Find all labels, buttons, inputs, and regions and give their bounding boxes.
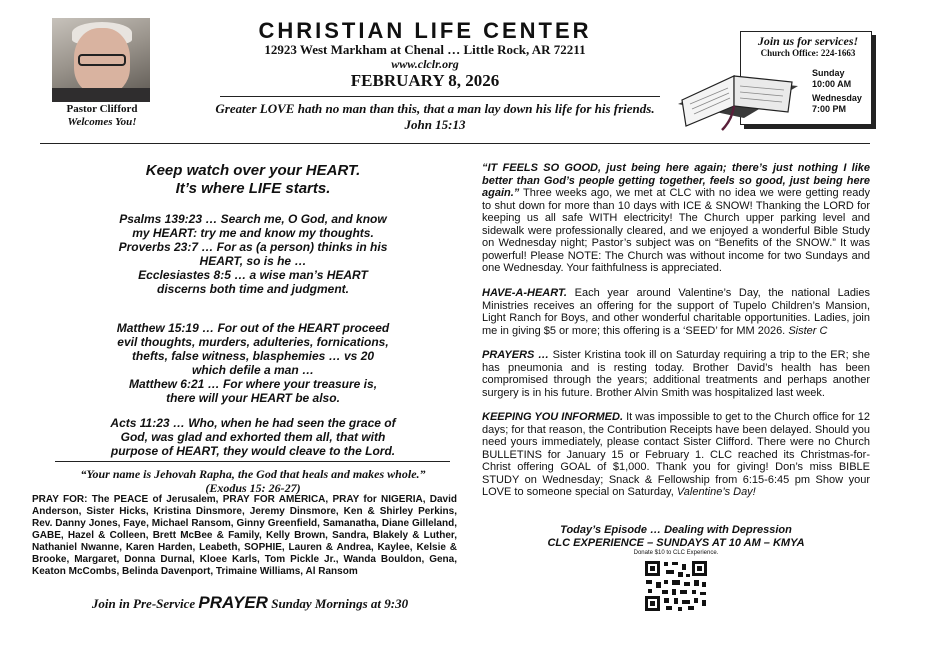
- church-title: CHRISTIAN LIFE CENTER: [258, 18, 592, 43]
- jehovah-rapha-quote: “Your name is Jehovah Rapha, the God that heals and makes whole.”: [80, 467, 426, 481]
- pastor-welcome: Welcomes You!: [67, 116, 137, 128]
- main-divider: [40, 143, 870, 144]
- todays-episode: Today’s Episode … Dealing with Depression: [560, 524, 792, 536]
- announcement-lead: PRAYERS …: [482, 349, 549, 361]
- scripture-line: which defile a man …: [191, 363, 315, 377]
- scripture-line: Proverbs 23:7 … For as (a person) thinks in his: [118, 240, 388, 254]
- announcement-lead: “IT FEELS SO GOOD, just being here again; there’s just nothing I like better than God’s people getting together, feels so good, just being here again.”: [482, 162, 870, 199]
- scripture-line: God, was glad and exhorted them all, that with: [120, 430, 386, 444]
- preservice-text-b: Sunday Mornings at 9:30: [271, 596, 409, 611]
- scripture-line: evil thoughts, murders, adulteries, fornications,: [117, 335, 389, 349]
- announcement-feels-good: [482, 162, 870, 275]
- header-verse: Greater LOVE hath no man than this, that a man lay down his life for his friends.: [215, 101, 655, 116]
- scripture-line: Ecclesiastes 8:5 … a wise man’s HEART: [138, 268, 368, 282]
- church-website: www.clclr.org: [391, 57, 459, 71]
- preservice-prayer-word: PRAYER: [198, 593, 268, 612]
- header-verse-ref: John 15:13: [404, 117, 466, 132]
- left-divider: [55, 461, 450, 462]
- scripture-line: there will your HEART be also.: [166, 391, 340, 405]
- announcement-have-a-heart: [482, 287, 870, 337]
- scripture-line: thefts, false witness, blasphemies … vs 20: [131, 349, 375, 363]
- service-wednesday-day: Wednesday: [812, 93, 862, 103]
- donate-note: Donate $10 to CLC Experience.: [633, 550, 719, 556]
- open-bible-icon: [672, 56, 804, 132]
- church-office-phone: Church Office: 224-1663: [760, 48, 856, 58]
- announcement-valentines: Valentine’s Day!: [676, 486, 756, 498]
- services-join: Join us for services!: [757, 34, 859, 48]
- prayer-list: PRAY FOR: The PEACE of Jerusalem, PRAY FOR AMERICA, PRAY for NIGERIA, David Anderson, Sister Hicks, Kristina Dinsmore, Jeremy Dinsmore, Ken & Shirley Perkins, Rev. Danny Jones, Faye, Michael Ransom, Ginny Greenfield, Samanatha, Diane Gilleland, GABE, Hazel & Colleen, Brett McBee & Family, Kelly Brown, Sandra, Blakely & Luther, Nathaniel Nwanne, Karen Harden, Leabeth, SOPHIE, Lauren & Andrea, Kaylee, Kelsie & Brooke, Margaret, Donna Durnal, Kloee Karls, Tom Pickle Jr., Wanda Bouldon, Gena, Keaton McCombs, Belinda Davenport, Trimaine Williams, Al Ransom: [32, 494, 457, 577]
- service-sunday-time: 10:00 AM: [812, 79, 852, 89]
- scripture-line: Psalms 139:23 … Search me, O God, and know: [119, 212, 387, 226]
- announcement-signature: Sister C: [788, 324, 828, 337]
- scripture-line: purpose of HEART, they would cleave to the Lord.: [110, 444, 396, 458]
- scripture-line: my HEART: try me and know my thoughts.: [132, 226, 374, 240]
- scripture-line: HEART, so is he …: [199, 254, 307, 268]
- preservice-prayer: [40, 593, 460, 613]
- scripture-line: Acts 11:23 … Who, when he had seen the grace of: [110, 416, 396, 430]
- service-sunday-day: Sunday: [812, 68, 845, 78]
- scripture-line: Matthew 6:21 … For where your treasure is,: [128, 377, 378, 391]
- scripture-line: discerns both time and judgment.: [156, 282, 350, 296]
- qr-code-icon: [644, 560, 708, 612]
- heart-heading-1: Keep watch over your HEART.: [145, 162, 361, 179]
- announcement-body: It was impossible to get to the Church office for 12 days; for that reason, the Contribution Receipts have been delayed. Should you need yours immediately, please contact Sister Clifford. There were no Church BULLETINS for January 15 or February 1. CLC reached its Christmas-for-Christ offering GOAL of $1,000. Thank you for giving! Don’s miss BIBLE STUDY on Wednesday; Snack & Fellowship from 6:15-6:45 pm Show your LOVE to someone special on Saturday,: [482, 411, 870, 498]
- service-wednesday-time: 7:00 PM: [812, 104, 847, 114]
- church-address: 12923 West Markham at Chenal … Little Rock, AR 72211: [264, 42, 586, 57]
- announcement-body: Three weeks ago, we met at CLC with no idea we were getting ready to shut down for more than 10 days with ICE & SNOW! Thanking the LORD for keeping us all safe WITH electricity! The Church upper parking level and sidewalk were professionally cleared, and we enjoyed a wonderful Bible Study on Wednesday night; Pastor’s subject was on “Benefits of the SNOW.” It was powerful! Please NOTE: The Church was without income for two Sundays and one Wednesday. Your faithfulness is appreciated.: [482, 187, 870, 274]
- clc-experience: CLC EXPERIENCE – SUNDAYS AT 10 AM – KMYA: [547, 537, 805, 549]
- heart-heading-2: It’s where LIFE starts.: [175, 180, 331, 197]
- announcement-prayers: [482, 349, 870, 399]
- announcement-keeping-informed: [482, 411, 870, 499]
- announcement-lead: KEEPING YOU INFORMED.: [482, 411, 624, 423]
- pastor-name: Pastor Clifford: [66, 103, 138, 115]
- jehovah-rapha-ref: (Exodus 15: 26-27): [205, 481, 301, 495]
- announcement-body: Sister Kristina took ill on Saturday requiring a trip to the ER; she has pneumonia and is resting today. Brother David’s health has been compromised through the years; additional treatments and perhaps another surgery is in his future. Brother Alvin Smith was hospitalized last week.: [482, 349, 871, 399]
- preservice-text-a: Join in Pre-Service: [91, 596, 196, 611]
- header-divider: [220, 96, 660, 97]
- pastor-photo: [52, 18, 150, 102]
- announcement-body: Each year around Valentine’s Day, the national Ladies Ministries receives an offering for the support of Tupelo Children’s Mansion, Light Ranch for Boys, and other wonderful charitable opportunities. Ladies, join me in giving $5 or more; this offering is a ‘SEED’ for MM 2026.: [482, 287, 870, 337]
- announcement-lead: HAVE-A-HEART.: [482, 287, 567, 299]
- scripture-line: Matthew 15:19 … For out of the HEART proceed: [116, 321, 390, 335]
- bulletin-date: FEBRUARY 8, 2026: [350, 71, 500, 90]
